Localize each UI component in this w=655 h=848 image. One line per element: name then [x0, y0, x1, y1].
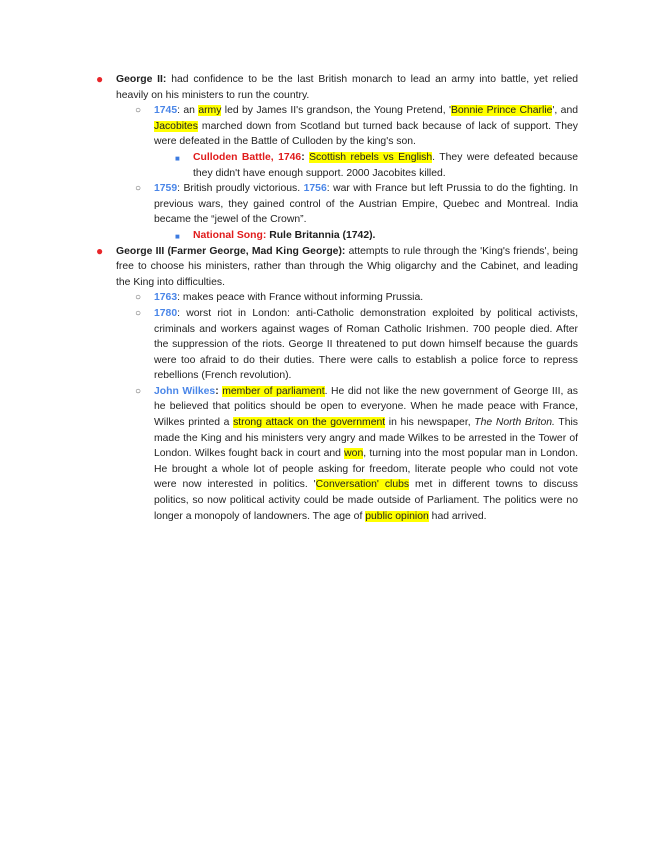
item-text: ', and [552, 105, 578, 117]
item-text: met in different towns to discuss politics, so now political activity could be made outside of Parliament. The politics were no longer a monopoly of landowners. The age of [154, 479, 578, 522]
highlight: member of parliament [222, 385, 325, 397]
list-item-national-song [175, 228, 578, 244]
item-heading: George II: [116, 74, 167, 85]
item-text: : war with France but left Prussia to do the fighting. In previous wars, they gained control of the Austrian Empire, Quebec and Montreal. India became the “jewel of the Crown”. [154, 183, 578, 226]
list-item-culloden [175, 150, 578, 181]
list-item-george-ii [96, 72, 578, 103]
item-text: : British proudly victorious. [177, 183, 304, 195]
item-text: marched down from Scotland but turned back because of lack of support. They were defeated in the Battle of Culloden by the king's son. [154, 120, 578, 148]
list-item-john-wilkes [135, 384, 578, 524]
item-text: had confidence to be the last British monarch to lead an army into battle, yet relied heavily on his ministers to run the country. [116, 74, 578, 101]
item-text: : makes peace with France without informing Prussia. [177, 292, 424, 304]
bullet-marker: ○ [135, 105, 142, 117]
year-label: 1759 [154, 183, 178, 195]
highlight: won [344, 448, 364, 460]
newspaper-title: The North Briton. [474, 417, 555, 429]
list-item-george-iii [96, 243, 578, 291]
year-label: 1763 [154, 292, 178, 304]
list-item-1780 [135, 306, 578, 384]
list-item-1745 [135, 103, 578, 150]
bullet-marker: ■ [175, 231, 180, 241]
item-text: Rule Britannia (1742). [269, 229, 376, 241]
document-page [0, 72, 655, 524]
year-label: 1756 [303, 183, 327, 195]
year-label: 1745 [154, 105, 178, 117]
year-label: 1780 [154, 307, 178, 319]
highlight: Scottish rebels vs English [309, 151, 433, 163]
item-text: : [215, 385, 223, 397]
item-heading: George III (Farmer George, Mad King George): [116, 245, 346, 257]
highlight: strong attack on the government [233, 417, 386, 429]
item-text: in his newspaper, [385, 417, 475, 429]
item-heading: Culloden Battle, 1746 [193, 151, 302, 163]
item-text: This made the King and his ministers very angry and made Wilkes to be arrested in the Tower of London. Wilkes fought back in court and [154, 417, 578, 460]
bullet-marker: ○ [135, 292, 142, 304]
highlight: public opinion [365, 510, 429, 522]
item-text: : worst riot in London: anti-Catholic demonstration exploited by political activists, criminals and workers against wages of Roman Catholic Irishmen. 700 people died. After the suppression of the riots. George II threatened to put down himself because the guards were too afraid to do their duties. There were calls to establish a police force to repress rebellions (French revolution). [154, 307, 578, 382]
item-heading: John Wilkes [154, 385, 216, 397]
item-text: : an [177, 105, 199, 117]
item-text: , turning into the most popular man in London. He brought a whole lot of people asking for freedom, literate people who could not vote were now interested in politics. ' [154, 448, 578, 491]
item-text: : [301, 151, 310, 163]
bullet-marker: ○ [135, 183, 142, 195]
highlight: Bonnie Prince Charlie [450, 105, 553, 117]
item-text: attempts to rule through the 'King's friends', being free to choose his ministers, rather than through the Whig oligarchy and the Cabinet, and leading the King into difficulties. [116, 245, 578, 288]
item-text: . He did not like the new government of George III, as he believed that politics should be open to everyone. When he made peace with France, Wilkes printed a [154, 385, 578, 429]
bullet-marker: ○ [135, 385, 142, 397]
highlight: Jacobites [154, 120, 198, 132]
bullet-marker: ○ [135, 307, 142, 319]
highlight: Conversation' clubs [315, 479, 410, 491]
item-heading: National Song: [193, 229, 270, 241]
list-item-1763 [135, 290, 578, 306]
item-text: led by James II's grandson, the Young Pretend, ' [221, 105, 451, 117]
highlight: army [198, 105, 222, 117]
bullet-marker: ● [96, 243, 104, 258]
bullet-marker: ● [96, 72, 104, 86]
item-text: had arrived. [428, 510, 487, 522]
item-text: . They were defeated because they didn't have enough support. 2000 Jacobites killed. [193, 151, 578, 179]
list-item-1759 [135, 181, 578, 228]
bullet-marker: ■ [175, 153, 180, 163]
